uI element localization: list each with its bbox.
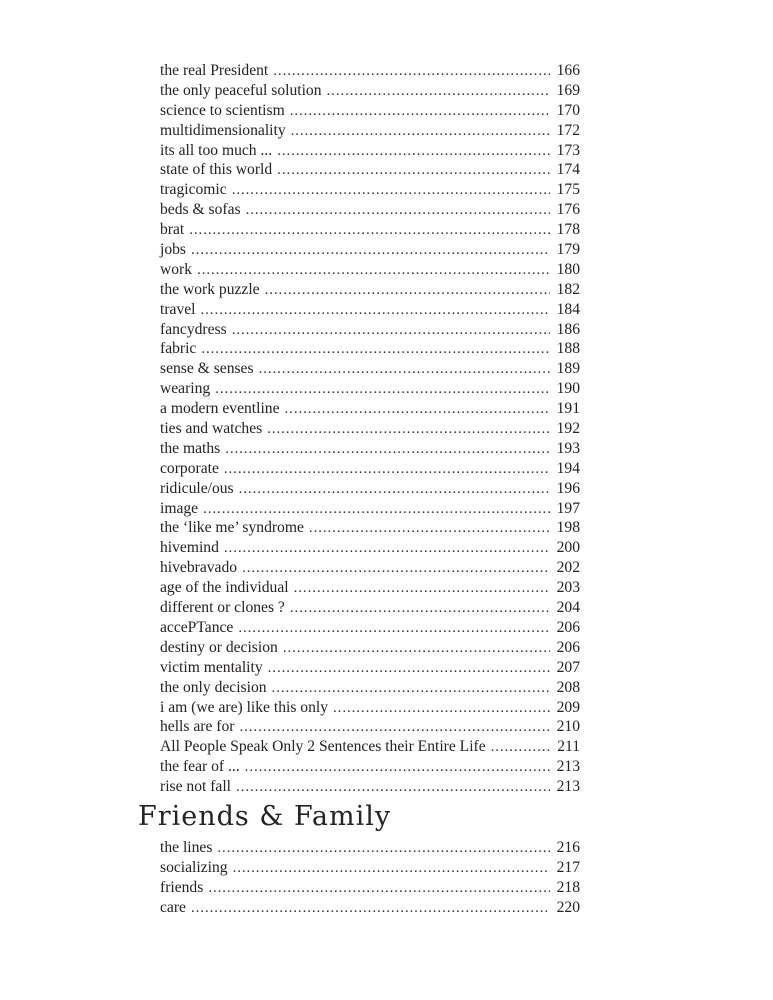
toc-entry [138, 757, 580, 777]
entry-page-number: 197 [556, 499, 580, 517]
dot-leader [245, 757, 550, 778]
dot-leader [267, 419, 550, 440]
entry-page-number: 200 [556, 539, 580, 557]
entry-page-number: 188 [556, 340, 580, 358]
dot-leader [215, 379, 550, 400]
entry-title: tragicomic [160, 181, 227, 199]
toc-entry [138, 379, 580, 399]
entry-title: rise not fall [160, 778, 232, 796]
toc-entry [138, 518, 580, 538]
entry-page-number: 176 [556, 201, 580, 219]
entry-page-number: 178 [556, 221, 580, 239]
toc-entry [138, 717, 580, 737]
entry-page-number: 182 [556, 280, 580, 298]
entry-title: the ‘like me’ syndrome [160, 519, 304, 537]
toc-entry [138, 499, 580, 519]
entry-title: socializing [160, 858, 228, 876]
dot-leader [236, 777, 550, 798]
entry-title: science to scientism [160, 101, 285, 119]
entry-page-number: 166 [556, 62, 580, 79]
entry-page-number: 194 [556, 459, 580, 477]
toc-entry [138, 598, 580, 618]
dot-leader [201, 300, 551, 321]
toc-entry [138, 678, 580, 698]
dot-leader [233, 858, 550, 879]
entry-title: fancydress [160, 320, 227, 338]
entry-page-number: 172 [556, 121, 580, 139]
dot-leader [201, 339, 550, 360]
entry-title: care [160, 898, 186, 916]
toc-entry [138, 200, 580, 220]
toc-entry [138, 618, 580, 638]
entry-page-number: 213 [556, 758, 580, 776]
toc-entry [138, 300, 580, 320]
toc-entry [138, 898, 580, 918]
toc-entry [138, 737, 580, 757]
dot-leader [239, 717, 550, 738]
entry-title: the real President [160, 62, 269, 79]
dot-leader [268, 658, 550, 679]
dot-leader [242, 558, 550, 579]
dot-leader [232, 180, 550, 201]
toc-section [138, 800, 580, 918]
toc-entry [138, 359, 580, 379]
toc-entry [138, 838, 580, 858]
entry-title: work [160, 260, 193, 278]
dot-leader [246, 200, 550, 221]
entry-page-number: 169 [556, 81, 580, 99]
entry-page-number: 190 [556, 380, 580, 398]
entry-title: destiny or decision [160, 638, 278, 656]
dot-leader [290, 101, 550, 122]
entry-page-number: 184 [556, 300, 580, 318]
toc-entry [138, 81, 580, 101]
entry-page-number: 211 [557, 738, 580, 756]
entry-page-number: 218 [556, 878, 580, 896]
toc-entry [138, 121, 580, 141]
entry-title: ridicule/ous [160, 479, 234, 497]
entry-page-number: 217 [556, 858, 580, 876]
entry-title: the maths [160, 439, 221, 457]
entry-title: the work puzzle [160, 280, 260, 298]
entry-page-number: 206 [556, 638, 580, 656]
dot-leader [290, 598, 550, 619]
entry-title: accePTance [160, 618, 234, 636]
toc-entry [138, 180, 580, 200]
dot-leader [291, 121, 550, 142]
entry-title: brat [160, 221, 185, 239]
toc-entry [138, 459, 580, 479]
dot-leader [225, 439, 550, 460]
entry-page-number: 170 [556, 101, 580, 119]
entry-title: wearing [160, 380, 211, 398]
entry-page-number: 174 [556, 161, 580, 179]
entry-page-number: 210 [556, 718, 580, 736]
dot-leader [197, 260, 550, 281]
entry-page-number: 186 [556, 320, 580, 338]
entry-page-number: 196 [556, 479, 580, 497]
entry-title: different or clones ? [160, 599, 285, 617]
entry-title: All People Speak Only 2 Sentences their Entire Life [160, 738, 486, 756]
entry-page-number: 202 [556, 559, 580, 577]
entry-title: the fear of ... [160, 758, 240, 776]
entry-title: ties and watches [160, 420, 263, 438]
entry-page-number: 175 [556, 181, 580, 199]
entry-title: i am (we are) like this only [160, 698, 329, 716]
toc-entry [138, 61, 580, 81]
toc-entry [138, 220, 580, 240]
dot-leader [259, 359, 550, 380]
entry-page-number: 198 [556, 519, 580, 537]
dot-leader [224, 538, 550, 559]
toc-entry [138, 160, 580, 180]
toc-entry [138, 538, 580, 558]
dot-leader [238, 618, 550, 639]
entry-title: age of the individual [160, 579, 289, 597]
toc-entry [138, 439, 580, 459]
dot-leader [208, 878, 550, 899]
toc-entry [138, 479, 580, 499]
dot-leader [191, 898, 550, 919]
entry-title: sense & senses [160, 360, 254, 378]
toc-entry [138, 141, 580, 161]
dot-leader [217, 838, 550, 859]
dot-leader [491, 737, 550, 758]
entry-page-number: 180 [556, 260, 580, 278]
dot-leader [309, 518, 550, 539]
toc-entry [138, 698, 580, 718]
entry-page-number: 207 [556, 658, 580, 676]
toc-section [138, 61, 580, 797]
toc-entry [138, 878, 580, 898]
section-entries [138, 61, 580, 797]
entry-title: travel [160, 300, 196, 318]
toc-entry [138, 858, 580, 878]
entry-title: hells are for [160, 718, 235, 736]
toc-entry [138, 399, 580, 419]
entry-page-number: 173 [556, 141, 580, 159]
dot-leader [232, 320, 550, 341]
entry-title: image [160, 499, 199, 517]
dot-leader [272, 678, 550, 699]
entry-page-number: 208 [556, 678, 580, 696]
entry-page-number: 204 [556, 599, 580, 617]
dot-leader [285, 399, 550, 420]
entry-title: hivebravado [160, 559, 238, 577]
toc-entry [138, 578, 580, 598]
toc-entry [138, 339, 580, 359]
toc-entry [138, 658, 580, 678]
entry-title: victim mentality [160, 658, 263, 676]
toc-entry [138, 240, 580, 260]
dot-leader [294, 578, 550, 599]
entry-page-number: 213 [556, 778, 580, 796]
section-heading: Friends & Family [138, 800, 392, 832]
entry-title: friends [160, 878, 204, 896]
toc-entry [138, 280, 580, 300]
entry-page-number: 189 [556, 360, 580, 378]
dot-leader [333, 698, 550, 719]
toc-entry [138, 419, 580, 439]
toc-entry [138, 777, 580, 797]
section-entries [138, 838, 580, 918]
entry-title: the lines [160, 838, 213, 856]
dot-leader [277, 141, 550, 162]
entry-title: the only decision [160, 678, 267, 696]
dot-leader [239, 479, 550, 500]
toc-entry [138, 101, 580, 121]
entry-title: corporate [160, 459, 219, 477]
entry-page-number: 192 [556, 420, 580, 438]
entry-title: a modern eventline [160, 400, 280, 418]
dot-leader [191, 240, 550, 261]
dot-leader [224, 459, 550, 480]
toc-entry [138, 558, 580, 578]
table-of-contents [138, 61, 580, 918]
entry-page-number: 220 [556, 898, 580, 916]
entry-title: beds & sofas [160, 201, 241, 219]
entry-page-number: 216 [556, 838, 580, 856]
entry-page-number: 179 [556, 241, 580, 259]
entry-title: jobs [160, 241, 186, 259]
entry-page-number: 193 [556, 439, 580, 457]
entry-page-number: 209 [556, 698, 580, 716]
entry-page-number: 203 [556, 579, 580, 597]
dot-leader [203, 499, 550, 520]
entry-page-number: 206 [556, 618, 580, 636]
entry-title: the only peaceful solution [160, 81, 322, 99]
entry-title: fabric [160, 340, 197, 358]
entry-title: state of this world [160, 161, 273, 179]
entry-title: its all too much ... [160, 141, 273, 159]
dot-leader [189, 220, 550, 241]
entry-page-number: 191 [556, 400, 580, 418]
toc-entry [138, 638, 580, 658]
toc-entry [138, 260, 580, 280]
dot-leader [277, 160, 550, 181]
dot-leader [273, 61, 550, 82]
dot-leader [283, 638, 550, 659]
entry-title: multidimensionality [160, 121, 286, 139]
toc-entry [138, 320, 580, 340]
entry-title: hivemind [160, 539, 219, 557]
dot-leader [265, 280, 550, 301]
dot-leader [327, 81, 550, 102]
